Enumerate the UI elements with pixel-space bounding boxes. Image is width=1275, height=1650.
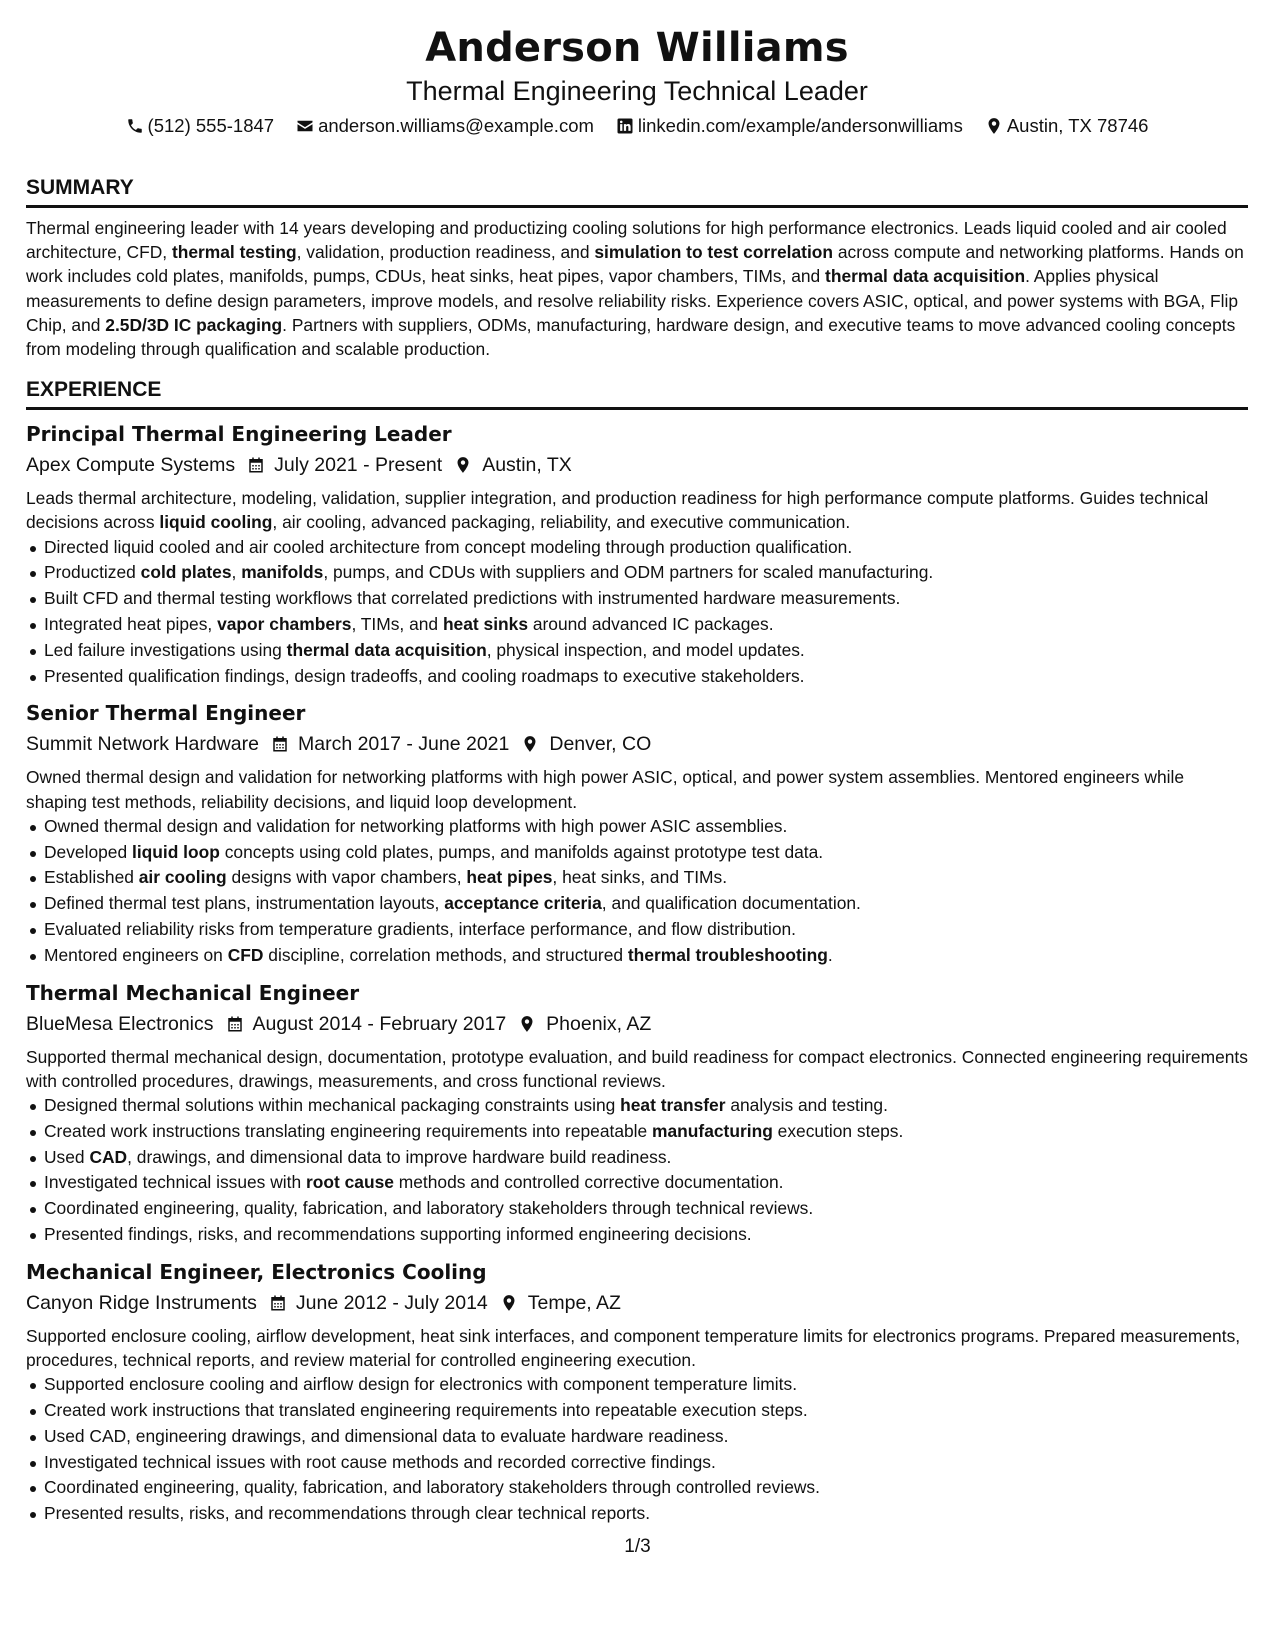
list-item: Evaluated reliability risks from temperature gradients, interface performance, and flow distribution.: [26, 917, 1248, 943]
job-company: BlueMesa Electronics: [26, 1012, 214, 1035]
job-bullets: [26, 535, 1248, 690]
list-item: Supported enclosure cooling and airflow design for electronics with component temperature limits.: [26, 1372, 1248, 1398]
bold-keyword: liquid loop: [131, 841, 220, 862]
job-bullets: [26, 814, 1248, 969]
map-pin-icon: [500, 1294, 518, 1312]
job-entry: [26, 979, 1248, 1248]
calendar-icon: [269, 1294, 287, 1312]
list-item: Productized cold plates, manifolds, pumps, and CDUs with suppliers and ODM partners for scaled manufacturing.: [26, 560, 1248, 586]
page-number: 1/3: [624, 1536, 651, 1557]
job-summary: Leads thermal architecture, modeling, validation, supplier integration, and production readiness for high performance compute platforms. Guides technical decisions across liquid cooling, air cooling, advanced packaging, reliability, and executive communication.: [26, 488, 1209, 533]
linkedin-text[interactable]: linkedin.com/example/andersonwilliams: [637, 115, 963, 136]
bold-keyword: thermal data acquisition: [286, 639, 487, 660]
job-location: Tempe, AZ: [527, 1291, 621, 1314]
section-title-experience: EXPERIENCE: [26, 377, 1248, 410]
list-item: Designed thermal solutions within mechanical packaging constraints using heat transfer analysis and testing.: [26, 1093, 1248, 1119]
list-item: Defined thermal test plans, instrumentation layouts, acceptance criteria, and qualification documentation.: [26, 891, 1248, 917]
bold-keyword: heat sinks: [442, 614, 528, 635]
list-item: Presented findings, risks, and recommendations supporting informed engineering decisions.: [26, 1222, 1248, 1248]
list-item: Developed liquid loop concepts using cold plates, pumps, and manifolds against prototype test data.: [26, 840, 1248, 866]
list-item: Used CAD, drawings, and dimensional data to improve hardware build readiness.: [26, 1145, 1248, 1171]
list-item: Created work instructions that translated engineering requirements into repeatable execution steps.: [26, 1398, 1248, 1424]
section-title-summary: SUMMARY: [26, 175, 1248, 208]
bold-keyword: heat transfer: [620, 1095, 726, 1115]
job-meta: [26, 450, 1248, 480]
list-item: Used CAD, engineering drawings, and dimensional data to evaluate hardware readiness.: [26, 1424, 1248, 1450]
resume-page: [26, 22, 1248, 1527]
job-dates: August 2014 - February 2017: [252, 1012, 507, 1035]
list-item: Created work instructions translating engineering requirements into repeatable manufacturing execution steps.: [26, 1119, 1248, 1145]
job-entry: [26, 1258, 1248, 1527]
calendar-icon: [226, 1015, 244, 1033]
list-item: Mentored engineers on CFD discipline, correlation methods, and structured thermal troubleshooting.: [26, 943, 1248, 969]
job-title: Principal Thermal Engineering Leader: [26, 422, 452, 447]
bold-keyword: simulation to test correlation: [594, 242, 834, 263]
list-item: Established air cooling designs with vapor chambers, heat pipes, heat sinks, and TIMs.: [26, 865, 1248, 891]
list-item: Built CFD and thermal testing workflows that correlated predictions with instrumented hardware measurements.: [26, 586, 1248, 612]
candidate-name: Anderson Williams: [425, 25, 849, 71]
bold-keyword: vapor chambers: [217, 614, 352, 635]
contact-linkedin[interactable]: [616, 113, 963, 139]
job-dates: July 2021 - Present: [274, 454, 443, 477]
bold-keyword: thermal data acquisition: [825, 266, 1026, 287]
summary-section: [26, 175, 1248, 361]
candidate-headline: Thermal Engineering Technical Leader: [406, 76, 868, 106]
job-location: Austin, TX: [482, 454, 572, 477]
list-item: Coordinated engineering, quality, fabrication, and laboratory stakeholders through controlled reviews.: [26, 1475, 1248, 1501]
phone-icon: [126, 117, 144, 135]
job-title: Senior Thermal Engineer: [26, 701, 306, 726]
job-summary: Supported thermal mechanical design, documentation, prototype evaluation, and build readiness for compact electronics. Connected engineering requirements with controlled procedures, drawings, measurements, and cross functional reviews.: [26, 1046, 1248, 1091]
bold-keyword: heat pipes: [466, 867, 553, 888]
contact-info: [26, 113, 1248, 139]
bold-keyword: thermal troubleshooting: [627, 944, 828, 965]
list-item: Led failure investigations using thermal data acquisition, physical inspection, and model updates.: [26, 638, 1248, 664]
email-text[interactable]: anderson.williams@example.com: [318, 115, 594, 136]
job-entry: [26, 420, 1248, 689]
job-company: Canyon Ridge Instruments: [26, 1291, 257, 1314]
bold-keyword: acceptance criteria: [444, 893, 602, 914]
bold-keyword: manufacturing: [652, 1120, 773, 1141]
job-entry: [26, 699, 1248, 968]
map-pin-icon: [521, 735, 539, 753]
list-item: Owned thermal design and validation for networking platforms with high power ASIC assemblies.: [26, 814, 1248, 840]
job-title: Mechanical Engineer, Electronics Cooling: [26, 1259, 487, 1284]
contact-location: [985, 113, 1149, 139]
list-item: Presented qualification findings, design tradeoffs, and cooling roadmaps to executive stakeholders.: [26, 664, 1248, 690]
job-dates: March 2017 - June 2021: [297, 733, 510, 756]
job-summary: Supported enclosure cooling, airflow development, heat sink interfaces, and component temperature limits for electronics programs. Prepared measurements, procedures, technical reports, and review material for controlled engineering execution.: [26, 1325, 1241, 1370]
job-location: Denver, CO: [549, 733, 652, 756]
job-summary: Owned thermal design and validation for networking platforms with high power ASIC, optical, and power system assemblies. Mentored engineers while shaping test methods, reliability decisions, and liquid loop development.: [26, 767, 1185, 812]
bold-keyword: cold plates: [140, 562, 232, 583]
list-item: Investigated technical issues with root cause methods and controlled corrective documentation.: [26, 1170, 1248, 1196]
map-pin-icon: [985, 117, 1003, 135]
list-item: Investigated technical issues with root cause methods and recorded corrective findings.: [26, 1450, 1248, 1476]
bold-keyword: 2.5D/3D IC packaging: [105, 314, 283, 335]
map-pin-icon: [454, 456, 472, 474]
bold-keyword: thermal testing: [171, 242, 297, 263]
job-company: Summit Network Hardware: [26, 733, 259, 756]
linkedin-icon: [616, 117, 634, 135]
bold-keyword: CFD: [227, 944, 264, 965]
job-location: Phoenix, AZ: [546, 1012, 652, 1035]
experience-section: [26, 377, 1248, 1527]
calendar-icon: [271, 735, 289, 753]
job-company: Apex Compute Systems: [26, 454, 236, 477]
job-meta: [26, 1009, 1248, 1039]
map-pin-icon: [518, 1015, 536, 1033]
list-item: Integrated heat pipes, vapor chambers, TIMs, and heat sinks around advanced IC packages.: [26, 612, 1248, 638]
list-item: Presented results, risks, and recommendations through clear technical reports.: [26, 1501, 1248, 1527]
job-meta: [26, 729, 1248, 759]
list-item: Coordinated engineering, quality, fabrication, and laboratory stakeholders through technical reviews.: [26, 1196, 1248, 1222]
job-bullets: [26, 1093, 1248, 1248]
location-text: Austin, TX 78746: [1006, 115, 1149, 136]
bold-keyword: CAD: [89, 1146, 128, 1167]
job-meta: [26, 1288, 1248, 1318]
summary-text: Thermal engineering leader with 14 years developing and productizing cooling solutions for high performance electronics. Leads liquid cooled and air cooled architecture, CFD, thermal testing, validation, production readiness, and simulation to test correlation across compute and networking platforms. Hands on work includes cold plates, manifolds, pumps, CDUs, heat sinks, heat pipes, vapor chambers, TIMs, and thermal data acquisition. Applies physical measurements to define design parameters, improve models, and resolve reliability risks. Experience covers ASIC, optical, and power systems with BGA, Flip Chip, and 2.5D/3D IC packaging. Partners with suppliers, ODMs, manufacturing, hardware design, and executive teams to move advanced cooling concepts from modeling through qualification and scalable production.: [26, 218, 1244, 360]
envelope-icon: [296, 117, 314, 135]
contact-email[interactable]: [296, 113, 594, 139]
phone-text: (512) 555-1847: [147, 115, 275, 136]
resume-header: [26, 22, 1248, 139]
bold-keyword: manifolds: [241, 562, 324, 583]
calendar-icon: [247, 456, 265, 474]
list-item: Directed liquid cooled and air cooled architecture from concept modeling through production qualification.: [26, 535, 1248, 561]
bold-keyword: air cooling: [138, 867, 227, 888]
bold-keyword: liquid cooling: [159, 512, 273, 533]
job-bullets: [26, 1372, 1248, 1527]
job-dates: June 2012 - July 2014: [295, 1291, 488, 1314]
bold-keyword: root cause: [305, 1172, 394, 1193]
job-title: Thermal Mechanical Engineer: [26, 980, 360, 1005]
contact-phone: [126, 113, 275, 139]
